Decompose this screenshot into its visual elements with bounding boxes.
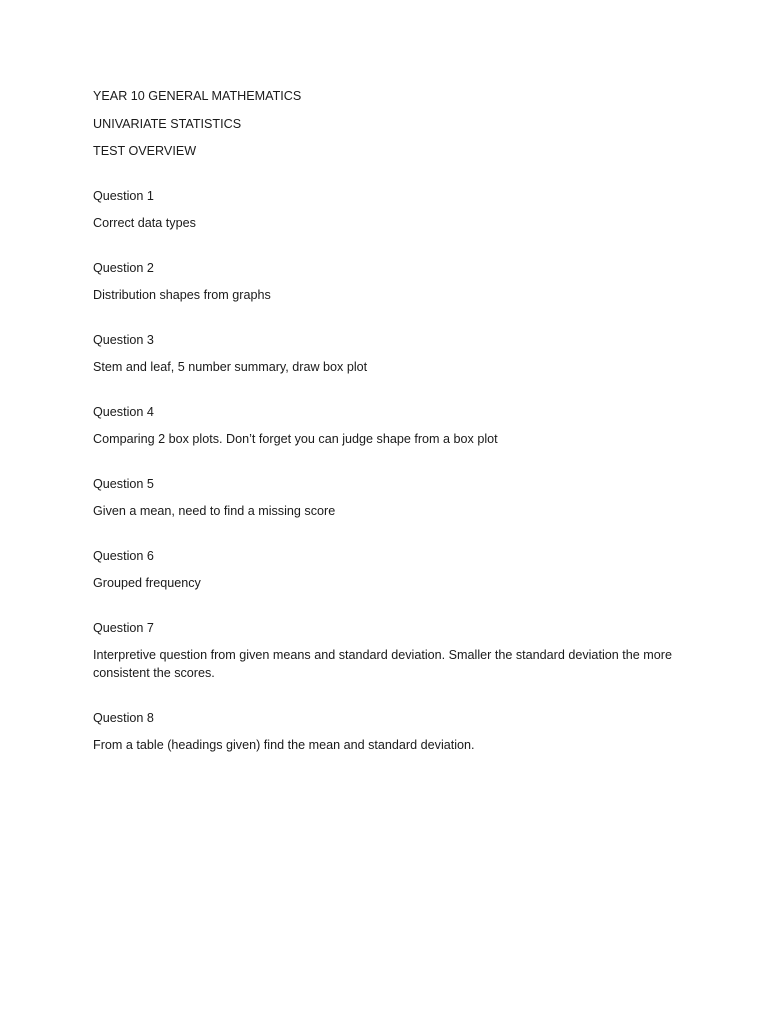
document-header [93,87,683,160]
question-description: Stem and leaf, 5 number summary, draw box plot [93,360,368,374]
question-item [93,331,683,376]
document-type-title: TEST OVERVIEW [93,144,197,158]
question-title: Question 1 [93,189,154,203]
question-description: Interpretive question from given means and standard deviation. Smaller the standard deviation the more consistent the scores. [93,648,672,680]
question-description: Grouped frequency [93,576,201,590]
question-item [93,619,683,682]
question-description: Comparing 2 box plots. Don’t forget you can judge shape from a box plot [93,432,498,446]
question-description: From a table (headings given) find the mean and standard deviation. [93,738,475,752]
question-item [93,259,683,304]
topic-title: UNIVARIATE STATISTICS [93,116,242,131]
question-title: Question 3 [93,333,154,347]
question-title: Question 5 [93,477,154,491]
question-description: Correct data types [93,216,196,230]
question-item [93,187,683,232]
question-title: Question 6 [93,549,154,563]
question-title: Question 4 [93,405,154,419]
question-item [93,547,683,592]
question-title: Question 8 [93,711,154,725]
question-description: Given a mean, need to find a missing score [93,504,336,518]
question-item [93,475,683,520]
question-item [93,403,683,448]
question-description: Distribution shapes from graphs [93,288,271,302]
question-item [93,709,683,754]
question-title: Question 7 [93,621,154,635]
course-title: YEAR 10 GENERAL MATHEMATICS [93,89,302,103]
question-title: Question 2 [93,261,154,275]
document-page [93,87,683,781]
